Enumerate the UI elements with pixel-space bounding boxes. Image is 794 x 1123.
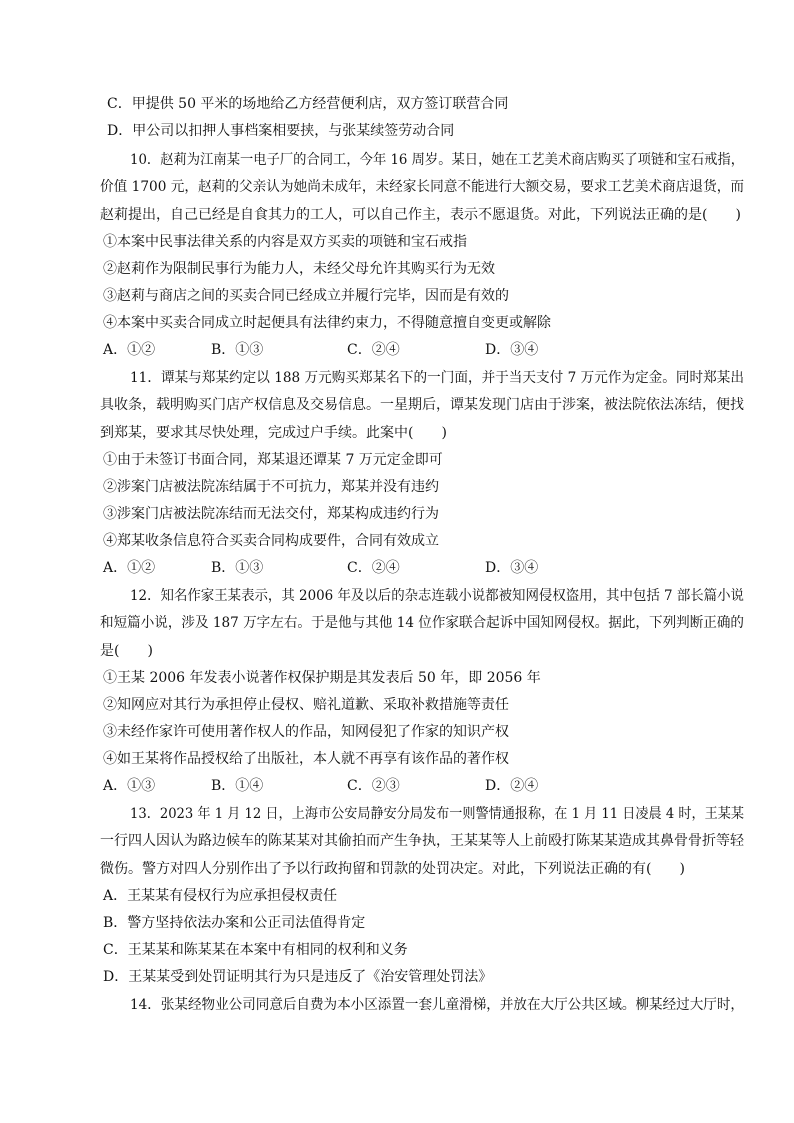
question-10-stem: 10．赵莉为江南某一电子厂的合同工，今年 16 周岁。某日，她在工艺美术商店购买了项链和宝石戒指， bbox=[130, 152, 745, 168]
question-10-options bbox=[103, 340, 743, 360]
question-12-options bbox=[103, 776, 743, 796]
option-d: D．③④ bbox=[485, 342, 539, 358]
question-11-stem-cont: 具收条，载明购买门店产权信息及交易信息。一星期后，谭某发现门店由于涉案，被法院依法冻结，便找 bbox=[100, 397, 744, 413]
question-11-stem: 11．谭某与郑某约定以 188 万元购买郑某名下的一门面，并于当天支付 7 万元作为定金。同时郑某出 bbox=[130, 370, 745, 386]
question-13-stem: 13．2023 年 1 月 12 日，上海市公安局静安分局发布一则警情通报称，在 1 月 11 日凌晨 4 时，王某某 bbox=[130, 806, 745, 822]
question-11-stem-cont: 到郑某，要求其尽快处理，完成过户手续。此案中( ) bbox=[100, 425, 447, 441]
question-13-option-b: B．警方坚持依法办案和公正司法值得肯定 bbox=[103, 915, 366, 931]
option-a: A．①② bbox=[103, 560, 156, 576]
option-c: C．②④ bbox=[347, 560, 400, 576]
option-a: A．①② bbox=[103, 342, 156, 358]
option-c-line: C．甲提供 50 平米的场地给乙方经营便利店，双方签订联营合同 bbox=[107, 96, 509, 112]
question-12-statement-4: ④如王某将作品授权给了出版社，本人就不再享有该作品的著作权 bbox=[103, 751, 509, 767]
question-11-statement-4: ④郑某收条信息符合买卖合同构成要件，合同有效成立 bbox=[103, 533, 439, 549]
question-12-statement-1: ①王某 2006 年发表小说著作权保护期是其发表后 50 年，即 2056 年 bbox=[103, 670, 541, 686]
question-12-stem-cont: 和短篇小说，涉及 187 万字左右。于是他与其他 14 位作家联合起诉中国知网侵权。据此，下列判断正确的 bbox=[100, 615, 745, 631]
option-d: D．③④ bbox=[485, 560, 539, 576]
question-10-stem-cont: 赵莉提出，自己已经是自食其力的工人，可以自己作主，表示不愿退货。对此，下列说法正确的是( ) bbox=[100, 207, 741, 223]
option-d: D．②④ bbox=[485, 778, 539, 794]
question-13-option-d: D．王某某受到处罚证明其行为只是违反了《治安管理处罚法》 bbox=[103, 969, 493, 985]
question-13-option-a: A．王某某有侵权行为应承担侵权责任 bbox=[103, 888, 338, 904]
question-11-statement-3: ③涉案门店被法院冻结而无法交付，郑某构成违约行为 bbox=[103, 506, 439, 522]
option-d-line: D．甲公司以扣押人事档案相要挟，与张某续签劳动合同 bbox=[107, 123, 455, 139]
question-14-stem: 14．张某经物业公司同意后自费为本小区添置一套儿童滑梯，并放在大厅公共区域。柳某经过大厅时， bbox=[130, 997, 744, 1013]
question-11-options bbox=[103, 558, 743, 578]
question-13-stem-cont: 一行四人因认为路边候车的陈某某对其偷拍而产生争执，王某某等人上前殴打陈某某造成其鼻骨骨折等轻 bbox=[100, 833, 744, 849]
option-c: C．②④ bbox=[347, 342, 400, 358]
question-10-statement-1: ①本案中民事法律关系的内容是双方买卖的项链和宝石戒指 bbox=[103, 234, 467, 250]
option-b: B．①④ bbox=[211, 778, 264, 794]
question-13-option-c: C．王某某和陈某某在本案中有相同的权利和义务 bbox=[103, 942, 408, 958]
question-10-statement-4: ④本案中买卖合同成立时起便具有法律约束力，不得随意擅自变更或解除 bbox=[103, 315, 551, 331]
option-b: B．①③ bbox=[211, 560, 264, 576]
question-11-statement-1: ①由于未签订书面合同，郑某退还谭某 7 万元定金即可 bbox=[103, 452, 443, 468]
option-c: C．②③ bbox=[347, 778, 400, 794]
question-12-stem-cont: 是( ) bbox=[100, 643, 153, 659]
option-a: A．①③ bbox=[103, 778, 156, 794]
question-12-statement-2: ②知网应对其行为承担停止侵权、赔礼道歉、采取补救措施等责任 bbox=[103, 697, 509, 713]
question-12-statement-3: ③未经作家许可使用著作权人的作品，知网侵犯了作家的知识产权 bbox=[103, 724, 509, 740]
question-10-stem-cont: 价值 1700 元，赵莉的父亲认为她尚未成年，未经家长同意不能进行大额交易，要求工艺美术商店退货，而 bbox=[100, 179, 745, 195]
option-b: B．①③ bbox=[211, 342, 264, 358]
question-10-statement-2: ②赵莉作为限制民事行为能力人，未经父母允许其购买行为无效 bbox=[103, 261, 495, 277]
question-12-stem: 12．知名作家王某表示，其 2006 年及以后的杂志连载小说都被知网侵权盗用，其中包括 7 部长篇小说 bbox=[130, 588, 744, 604]
question-13-stem-cont: 微伤。警方对四人分别作出了予以行政拘留和罚款的处罚决定。对此，下列说法正确的有( ) bbox=[100, 861, 685, 877]
question-11-statement-2: ②涉案门店被法院冻结属于不可抗力，郑某并没有违约 bbox=[103, 479, 439, 495]
question-10-statement-3: ③赵莉与商店之间的买卖合同已经成立并履行完毕，因而是有效的 bbox=[103, 288, 509, 304]
